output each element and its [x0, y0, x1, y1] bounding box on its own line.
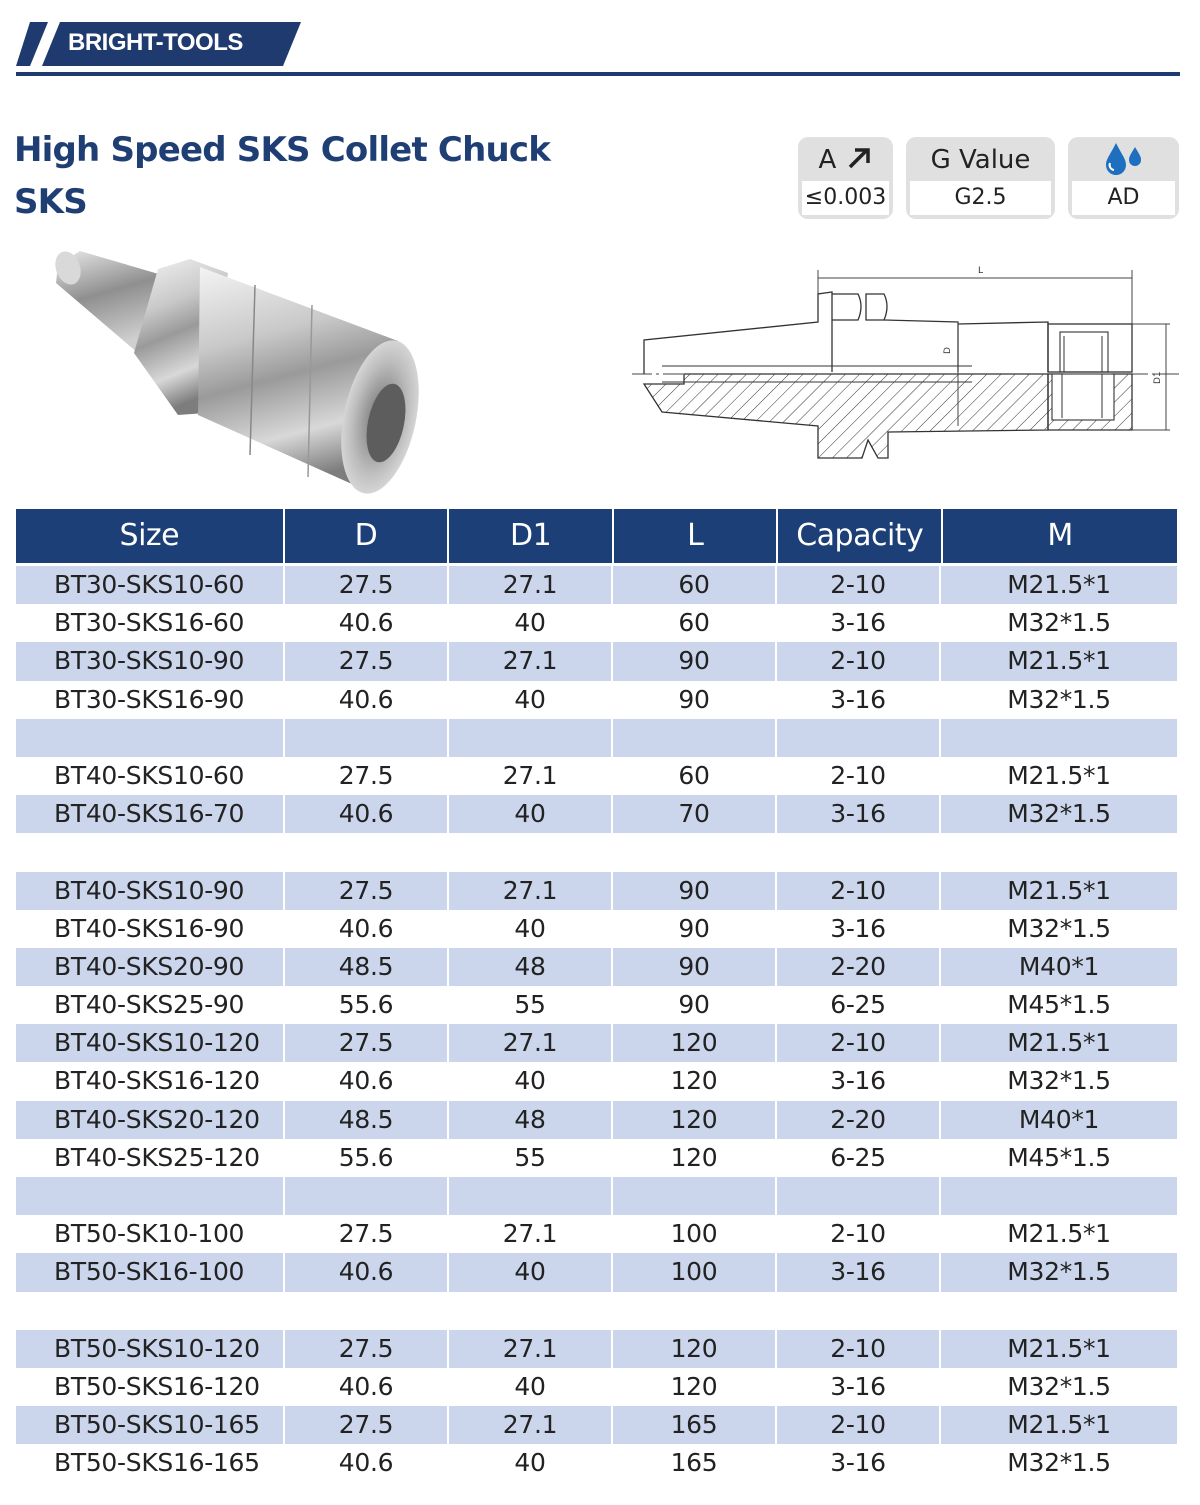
column-header-capacity: Capacity [778, 509, 943, 563]
cell-l [613, 1292, 777, 1330]
table-row [16, 1024, 1177, 1062]
cell-d: 55.6 [285, 986, 449, 1024]
cell-m: M32*1.5 [1007, 1066, 1111, 1096]
cell-size: BT40-SKS10-60 [16, 757, 285, 795]
cell-d1: 40 [449, 681, 613, 719]
cell-l [613, 719, 777, 757]
cell-d: 27.5 [285, 872, 449, 910]
spec-table [16, 509, 1177, 1483]
cell-m: M21.5*1 [1007, 1219, 1111, 1249]
cell-size: BT50-SKS10-165 [16, 1406, 285, 1444]
table-header [16, 509, 1177, 563]
cell-d: 55.6 [285, 1139, 449, 1177]
cell-l [613, 833, 777, 871]
cell-size: BT30-SKS10-90 [16, 642, 285, 680]
cell-m: M32*1.5 [1007, 1448, 1111, 1478]
runout-arrow-icon [847, 147, 873, 169]
cell-capacity: 2-10 [777, 757, 941, 795]
cell-l: 120 [613, 1330, 777, 1368]
cell-capacity: 3-16 [777, 1253, 941, 1291]
table-row [16, 719, 1177, 757]
cell-d1 [449, 833, 613, 871]
cell-d: 27.5 [285, 566, 449, 604]
table-body [16, 566, 1177, 1483]
cell-size: BT30-SKS10-60 [16, 566, 285, 604]
cell-capacity: 2-10 [777, 642, 941, 680]
runout-value: ≤0.003 [802, 181, 889, 215]
cell-l: 60 [613, 566, 777, 604]
cell-d1: 27.1 [449, 1330, 613, 1368]
cell-d [285, 1177, 449, 1215]
table-row [16, 1330, 1177, 1368]
cell-l: 90 [613, 642, 777, 680]
cell-capacity: 2-10 [777, 1215, 941, 1253]
coolant-badge [1068, 137, 1179, 219]
cell-d1: 40 [449, 604, 613, 642]
runout-badge [798, 137, 893, 219]
page-title: High Speed SKS Collet Chuck [14, 130, 551, 170]
table-row [16, 795, 1177, 833]
table-row [16, 1177, 1177, 1215]
coolant-value: AD [1072, 181, 1175, 215]
cell-size: BT40-SKS10-90 [16, 872, 285, 910]
cell-d1: 27.1 [449, 1215, 613, 1253]
cell-d1: 40 [449, 1368, 613, 1406]
cell-capacity: 3-16 [777, 910, 941, 948]
cell-capacity: 2-10 [777, 1024, 941, 1062]
cell-d: 40.6 [285, 1253, 449, 1291]
column-header-size: Size [16, 509, 285, 563]
cell-d: 27.5 [285, 642, 449, 680]
runout-label: A [818, 145, 837, 175]
cell-size: BT40-SKS16-70 [16, 795, 285, 833]
cell-size: BT40-SKS16-120 [16, 1062, 285, 1100]
brand-name: BRIGHT-TOOLS [68, 29, 243, 56]
table-row [16, 566, 1177, 604]
cell-l: 90 [613, 986, 777, 1024]
cell-size: BT40-SKS25-90 [16, 986, 285, 1024]
table-row [16, 1215, 1177, 1253]
cell-d1: 55 [449, 986, 613, 1024]
cell-l: 70 [613, 795, 777, 833]
cell-m [941, 719, 1177, 757]
column-header-d1: D1 [449, 509, 614, 563]
cell-d: 48.5 [285, 948, 449, 986]
cell-capacity: 2-20 [777, 1101, 941, 1139]
cell-capacity [777, 1177, 941, 1215]
cell-m: M21.5*1 [941, 566, 1177, 604]
table-row [16, 681, 1177, 719]
cell-capacity: 3-16 [777, 1444, 941, 1482]
cell-m [941, 1177, 1177, 1215]
cell-size: BT40-SKS20-90 [16, 948, 285, 986]
cell-d1: 27.1 [449, 757, 613, 795]
cell-d: 27.5 [285, 757, 449, 795]
table-row [16, 1406, 1177, 1444]
table-row [16, 1292, 1177, 1330]
cell-capacity [777, 833, 941, 871]
cell-capacity: 6-25 [777, 986, 941, 1024]
cell-m: M45*1.5 [1007, 1142, 1111, 1172]
cell-size: BT50-SKS16-165 [16, 1444, 285, 1482]
cell-d1: 40 [449, 1062, 613, 1100]
cell-l [613, 1177, 777, 1215]
cell-size: BT40-SKS10-120 [16, 1024, 285, 1062]
cell-m: M21.5*1 [941, 1330, 1177, 1368]
cell-m: M21.5*1 [941, 1406, 1177, 1444]
cell-l: 120 [613, 1024, 777, 1062]
cell-size: BT30-SKS16-60 [16, 604, 285, 642]
cell-d [285, 719, 449, 757]
coolant-drops-icon [1102, 141, 1146, 175]
cell-m: M21.5*1 [1007, 760, 1111, 790]
cell-m: M32*1.5 [1007, 913, 1111, 943]
cell-l: 90 [613, 948, 777, 986]
cell-m: M40*1 [941, 1101, 1177, 1139]
cell-d: 40.6 [285, 1368, 449, 1406]
table-row [16, 757, 1177, 795]
cell-d: 48.5 [285, 1101, 449, 1139]
cell-m [941, 833, 1177, 871]
table-row [16, 604, 1177, 642]
cell-l: 120 [613, 1139, 777, 1177]
cell-d: 27.5 [285, 1330, 449, 1368]
cell-d: 40.6 [285, 604, 449, 642]
header-rule [16, 72, 1180, 76]
cell-capacity: 3-16 [777, 1368, 941, 1406]
cell-capacity: 2-10 [777, 566, 941, 604]
cell-l: 90 [613, 910, 777, 948]
cell-d: 40.6 [285, 1444, 449, 1482]
cell-l: 100 [613, 1215, 777, 1253]
balance-badge [906, 137, 1055, 219]
cell-capacity: 2-20 [777, 948, 941, 986]
cell-d1: 27.1 [449, 872, 613, 910]
cell-size: BT50-SKS16-120 [16, 1368, 285, 1406]
cell-size [16, 719, 285, 757]
cell-m: M45*1.5 [1007, 990, 1111, 1020]
cell-l: 60 [613, 757, 777, 795]
cell-d [285, 1292, 449, 1330]
column-header-m: M [1047, 518, 1073, 553]
cell-m: M32*1.5 [1007, 684, 1111, 714]
table-row [16, 1062, 1177, 1100]
cell-size: BT40-SKS25-120 [16, 1139, 285, 1177]
cell-d: 40.6 [285, 910, 449, 948]
cell-m [941, 1292, 1177, 1330]
brand-logo [16, 22, 301, 66]
cell-l: 120 [613, 1062, 777, 1100]
cell-d1: 40 [449, 795, 613, 833]
cell-size: BT40-SKS16-90 [16, 910, 285, 948]
cell-l: 120 [613, 1368, 777, 1406]
table-row [16, 1253, 1177, 1291]
cell-d1: 40 [449, 910, 613, 948]
cell-m: M32*1.5 [1007, 1371, 1111, 1401]
cell-size: BT50-SK10-100 [16, 1215, 285, 1253]
cell-capacity: 3-16 [777, 1062, 941, 1100]
dimension-label-l: L [978, 266, 984, 276]
cell-l: 165 [613, 1444, 777, 1482]
cell-size: BT40-SKS20-120 [16, 1101, 285, 1139]
cell-capacity: 2-10 [777, 872, 941, 910]
cell-d1: 27.1 [449, 642, 613, 680]
column-header-d: D [285, 509, 450, 563]
cell-capacity: 6-25 [777, 1139, 941, 1177]
cell-d1: 40 [449, 1253, 613, 1291]
cell-l: 90 [613, 872, 777, 910]
cell-l: 120 [613, 1101, 777, 1139]
cell-capacity: 3-16 [777, 681, 941, 719]
cell-d: 27.5 [285, 1215, 449, 1253]
cell-capacity [777, 1292, 941, 1330]
cell-size [16, 833, 285, 871]
cell-d1: 27.1 [449, 1024, 613, 1062]
dimension-label-d: D [943, 347, 953, 354]
cell-d1: 27.1 [449, 566, 613, 604]
cell-l: 90 [613, 681, 777, 719]
table-row [16, 642, 1177, 680]
cell-d1 [449, 1177, 613, 1215]
cell-size [16, 1292, 285, 1330]
cell-m: M40*1 [941, 948, 1177, 986]
cell-d1 [449, 1292, 613, 1330]
cell-capacity: 2-10 [777, 1330, 941, 1368]
cell-l: 100 [613, 1253, 777, 1291]
cell-d1: 27.1 [449, 1406, 613, 1444]
cell-d: 40.6 [285, 1062, 449, 1100]
cell-capacity [777, 719, 941, 757]
cell-m: M21.5*1 [941, 1024, 1177, 1062]
cell-d1: 55 [449, 1139, 613, 1177]
cell-size [16, 1177, 285, 1215]
table-row [16, 1444, 1177, 1482]
cell-m: M32*1.5 [941, 1253, 1177, 1291]
cell-m: M32*1.5 [941, 795, 1177, 833]
table-row [16, 986, 1177, 1024]
cell-d1: 40 [449, 1444, 613, 1482]
cell-size: BT50-SKS10-120 [16, 1330, 285, 1368]
cell-m: M21.5*1 [941, 642, 1177, 680]
cell-capacity: 3-16 [777, 604, 941, 642]
cell-size: BT50-SK16-100 [16, 1253, 285, 1291]
table-row [16, 910, 1177, 948]
table-row [16, 948, 1177, 986]
cell-size: BT30-SKS16-90 [16, 681, 285, 719]
cell-d: 40.6 [285, 795, 449, 833]
table-row [16, 1101, 1177, 1139]
cell-l: 165 [613, 1406, 777, 1444]
column-header-l: L [614, 509, 779, 563]
cell-capacity: 3-16 [777, 795, 941, 833]
table-row [16, 833, 1177, 871]
cell-d: 40.6 [285, 681, 449, 719]
cell-capacity: 2-10 [777, 1406, 941, 1444]
dimension-label-d1: D1 [1153, 371, 1163, 384]
cell-d1: 48 [449, 948, 613, 986]
cell-m: M32*1.5 [1007, 608, 1111, 638]
cell-d1 [449, 719, 613, 757]
cell-d: 27.5 [285, 1406, 449, 1444]
cell-d1: 48 [449, 1101, 613, 1139]
cell-d [285, 833, 449, 871]
cell-m: M21.5*1 [941, 872, 1177, 910]
table-row [16, 872, 1177, 910]
cell-l: 60 [613, 604, 777, 642]
product-photo [50, 245, 420, 497]
page-subtitle: SKS [14, 182, 87, 222]
technical-drawing [632, 262, 1180, 462]
balance-value: G2.5 [910, 181, 1051, 215]
cell-d: 27.5 [285, 1024, 449, 1062]
table-row [16, 1139, 1177, 1177]
table-row [16, 1368, 1177, 1406]
balance-label: G Value [930, 145, 1031, 175]
